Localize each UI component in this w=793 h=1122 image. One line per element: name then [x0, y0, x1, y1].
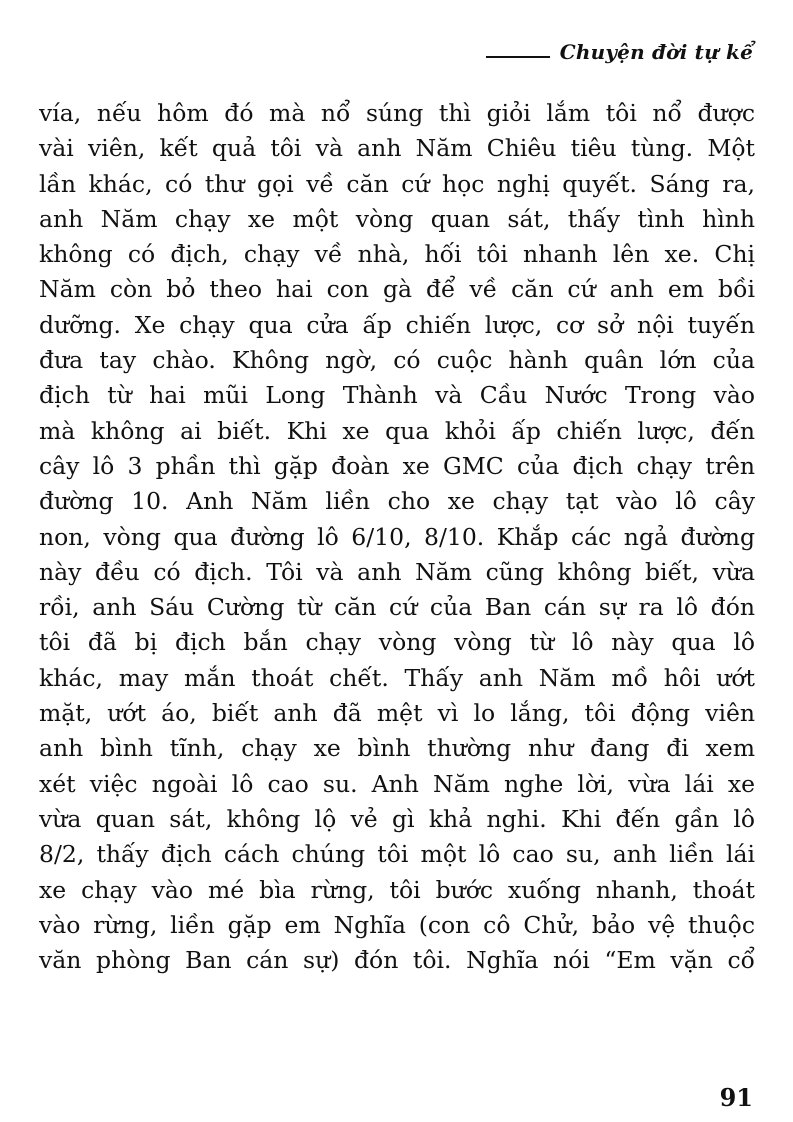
- text-line: xe chạy vào mé bìa rừng, tôi bước xuống nhanh, thoát: [39, 875, 755, 904]
- text-line: khác, may mắn thoát chết. Thấy anh Năm mồ hôi ướt: [39, 663, 755, 692]
- text-line: 8/2, thấy địch cách chúng tôi một lô cao su, anh liền lái: [39, 840, 755, 869]
- book-title: Chuyện đời tự kể: [559, 40, 753, 64]
- page-number: 91: [719, 1083, 753, 1112]
- header-rule: [486, 56, 550, 58]
- text-line: địch từ hai mũi Long Thành và Cầu Nước Trong vào: [39, 381, 755, 410]
- text-line: đưa tay chào. Không ngờ, có cuộc hành quân lớn của: [39, 346, 755, 375]
- text-line: này đều có địch. Tôi và anh Năm cũng không biết, vừa: [39, 557, 755, 586]
- text-line: Năm còn bỏ theo hai con gà để về căn cứ anh em bồi: [39, 275, 755, 304]
- text-line: non, vòng qua đường lô 6/10, 8/10. Khắp các ngả đường: [39, 522, 755, 551]
- text-line: anh Năm chạy xe một vòng quan sát, thấy tình hình: [39, 204, 755, 233]
- page-body: [39, 96, 755, 978]
- text-line: đường 10. Anh Năm liền cho xe chạy tạt vào lô cây: [39, 487, 755, 516]
- text-line: rồi, anh Sáu Cường từ căn cứ của Ban cán sự ra lô đón: [39, 593, 755, 622]
- text-line: vừa quan sát, không lộ vẻ gì khả nghi. Khi đến gần lô: [39, 804, 755, 833]
- running-header: [486, 40, 753, 64]
- text-line: lần khác, có thư gọi về căn cứ học nghị quyết. Sáng ra,: [39, 169, 755, 198]
- text-line: xét việc ngoài lô cao su. Anh Năm nghe lời, vừa lái xe: [39, 769, 755, 798]
- text-line: dưỡng. Xe chạy qua cửa ấp chiến lược, cơ sở nội tuyến: [39, 310, 755, 339]
- text-line: cây lô 3 phần thì gặp đoàn xe GMC của địch chạy trên: [39, 451, 755, 480]
- text-line: anh bình tĩnh, chạy xe bình thường như đang đi xem: [39, 734, 755, 763]
- text-line: vào rừng, liền gặp em Nghĩa (con cô Chử, bảo vệ thuộc: [39, 910, 755, 939]
- text-line: mặt, ướt áo, biết anh đã mệt vì lo lắng, tôi động viên: [39, 699, 755, 728]
- text-line: không có địch, chạy về nhà, hối tôi nhanh lên xe. Chị: [39, 240, 755, 269]
- text-line: vài viên, kết quả tôi và anh Năm Chiêu tiêu tùng. Một: [39, 134, 755, 163]
- text-line: vía, nếu hôm đó mà nổ súng thì giỏi lắm tôi nổ được: [39, 99, 755, 127]
- text-line: mà không ai biết. Khi xe qua khỏi ấp chiến lược, đến: [39, 416, 755, 445]
- text-line: tôi đã bị địch bắn chạy vòng vòng từ lô này qua lô: [39, 628, 755, 657]
- text-line: văn phòng Ban cán sự) đón tôi. Nghĩa nói “Em vặn cổ: [39, 946, 755, 975]
